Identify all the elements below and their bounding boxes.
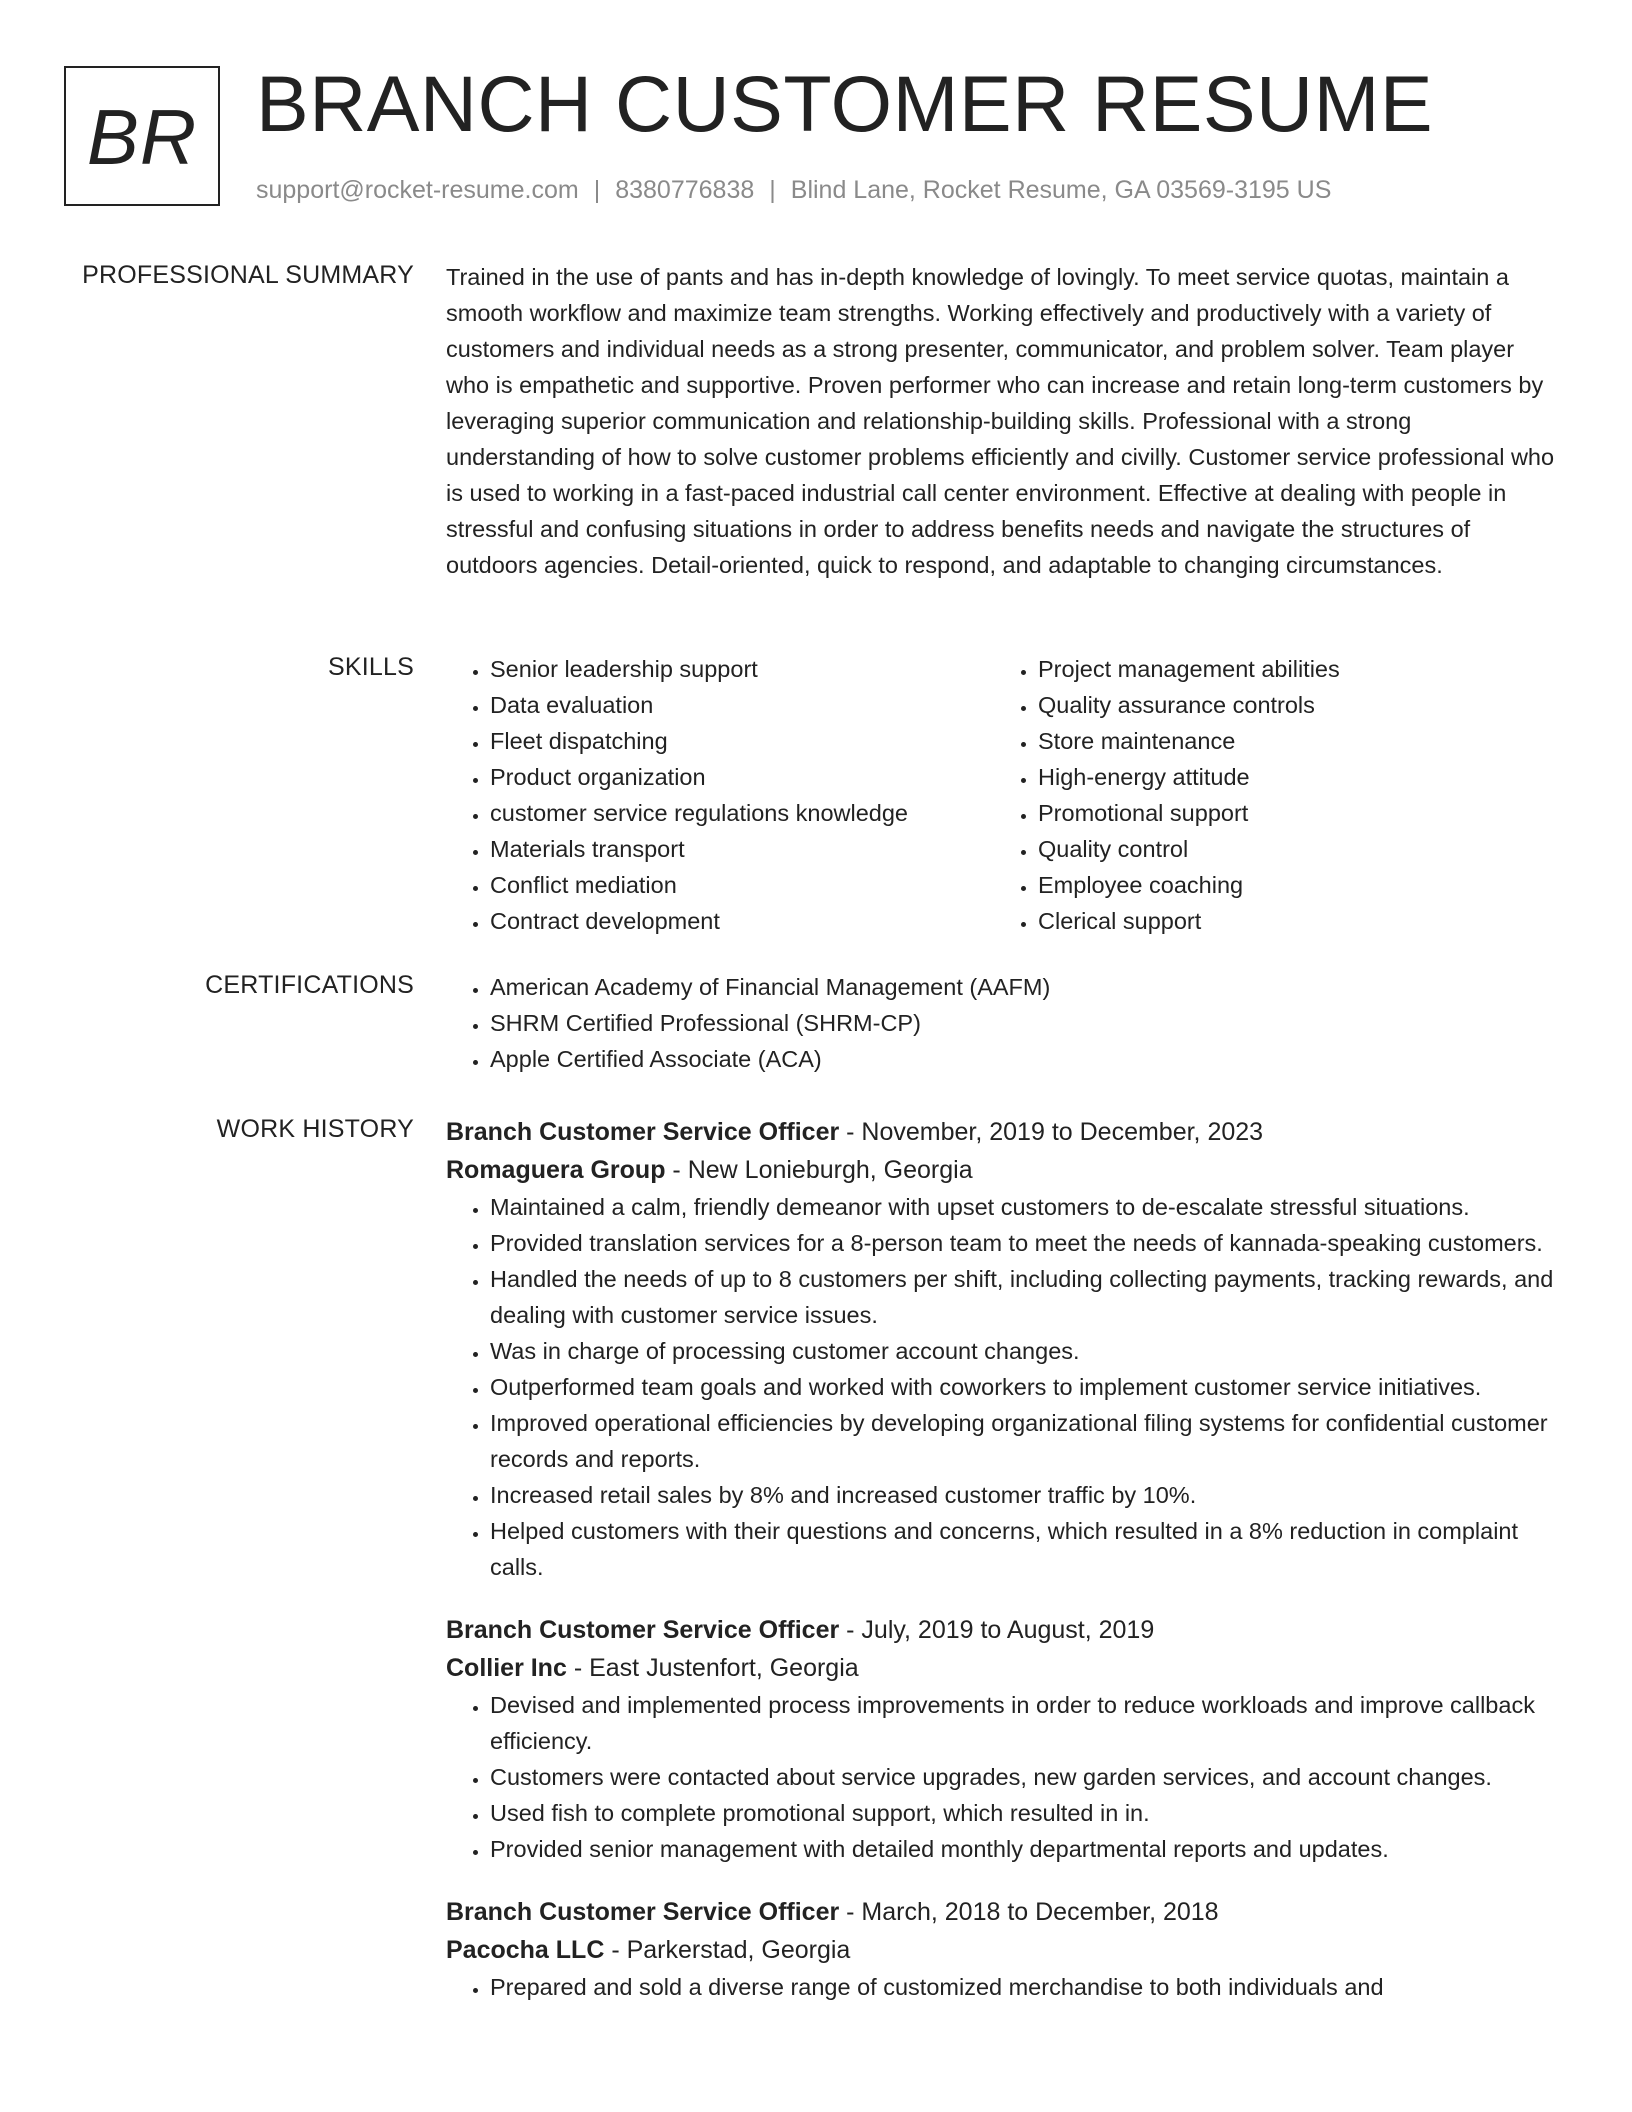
job-company: Romaguera Group <box>446 1156 666 1184</box>
summary-heading: PROFESSIONAL SUMMARY <box>82 261 414 289</box>
job-bullet: • Increased retail sales by 8% and increased customer traffic by 10%. <box>490 1477 1558 1513</box>
skill-item: • Fleet dispatching <box>490 723 994 759</box>
skill-item: • Materials transport <box>490 831 994 867</box>
job-bullet: • Was in charge of processing customer account changes. <box>490 1333 1558 1369</box>
contact-line <box>256 175 1331 205</box>
job-title-line <box>446 1113 1558 1151</box>
skill-item: • Store maintenance <box>1038 723 1542 759</box>
monogram-initials: BR <box>86 92 198 181</box>
skill-item: • Senior leadership support <box>490 651 994 687</box>
summary-text: Trained in the use of pants and has in-depth knowledge of lovingly. To meet service quotas, maintain a smooth workflow and maximize team strengths. Working effectively and productively with a variety of customers and individual needs as a strong presenter, communicator, and problem solver. Team player who is empathetic and supportive. Proven performer who can increase and retain long-term customers by leveraging superior communication and relationship-building skills. Professional with a strong understanding of how to solve customer problems efficiently and civilly. Customer service professional who is used to working in a fast-paced industrial call center environment. Effective at dealing with people in stressful and confusing situations in order to address benefits needs and navigate the structures of outdoors agencies. Detail-oriented, quick to respond, and adaptable to changing circumstances. <box>446 264 1555 578</box>
monogram-box <box>64 66 220 206</box>
certification-item: • American Academy of Financial Management (AAFM) <box>490 969 1558 1005</box>
job-entry <box>446 1893 1558 2005</box>
skills-heading: SKILLS <box>328 653 414 681</box>
certifications-body <box>446 969 1558 1077</box>
job-bullet: • Outperformed team goals and worked with coworkers to implement customer service initiatives. <box>490 1369 1558 1405</box>
job-dash: - <box>839 1616 862 1644</box>
certification-item: • SHRM Certified Professional (SHRM-CP) <box>490 1005 1558 1041</box>
job-bullets <box>446 1189 1558 1585</box>
job-bullet: • Helped customers with their questions and concerns, which resulted in a 8% reduction in complaint calls. <box>490 1513 1558 1585</box>
job-company: Pacocha LLC <box>446 1936 605 1964</box>
skill-item: • Data evaluation <box>490 687 994 723</box>
job-bullets <box>446 1687 1558 1867</box>
skill-item: • High-energy attitude <box>1038 759 1542 795</box>
skill-item: • customer service regulations knowledge <box>490 795 994 831</box>
job-bullet: • Provided senior management with detailed monthly departmental reports and updates. <box>490 1831 1558 1867</box>
work-history-heading: WORK HISTORY <box>216 1115 414 1143</box>
job-entry <box>446 1611 1558 1867</box>
contact-separator: | <box>593 176 601 204</box>
job-company: Collier Inc <box>446 1654 567 1682</box>
summary-body <box>446 259 1558 583</box>
certifications-list <box>446 969 1558 1077</box>
job-title-line <box>446 1611 1558 1649</box>
job-bullet: • Prepared and sold a diverse range of customized merchandise to both individuals and <box>490 1969 1558 2005</box>
job-dates: July, 2019 to August, 2019 <box>861 1616 1155 1644</box>
job-title: Branch Customer Service Officer <box>446 1898 840 1926</box>
job-dash: - <box>839 1898 862 1926</box>
skill-item: • Quality assurance controls <box>1038 687 1542 723</box>
skills-list-right <box>994 651 1542 939</box>
certifications-heading: CERTIFICATIONS <box>205 971 414 999</box>
job-bullet: • Customers were contacted about service upgrades, new garden services, and account changes. <box>490 1759 1558 1795</box>
resume-title: BRANCH CUSTOMER RESUME <box>256 59 1434 148</box>
job-bullet: • Devised and implemented process improvements in order to reduce workloads and improve callback efficiency. <box>490 1687 1558 1759</box>
job-title-line <box>446 1893 1558 1931</box>
job-entry <box>446 1113 1558 1585</box>
job-bullet: • Used fish to complete promotional support, which resulted in in. <box>490 1795 1558 1831</box>
skill-item: • Quality control <box>1038 831 1542 867</box>
skill-item: • Contract development <box>490 903 994 939</box>
job-dash: - <box>566 1654 590 1682</box>
work-history-body <box>446 1113 1558 2031</box>
contact-email[interactable]: support@rocket-resume.com <box>256 176 579 204</box>
contact-separator: | <box>769 176 776 204</box>
job-dates: November, 2019 to December, 2023 <box>861 1118 1264 1146</box>
job-dash: - <box>665 1156 688 1184</box>
job-location: East Justenfort, Georgia <box>589 1654 859 1682</box>
job-company-line <box>446 1931 1558 1969</box>
job-dates: March, 2018 to December, 2018 <box>861 1898 1219 1926</box>
skills-list-left <box>446 651 994 939</box>
job-company-line <box>446 1649 1558 1687</box>
job-dash: - <box>839 1118 862 1146</box>
skill-item: • Clerical support <box>1038 903 1542 939</box>
job-company-line <box>446 1151 1558 1189</box>
skills-columns <box>446 651 1558 939</box>
skill-item: • Product organization <box>490 759 994 795</box>
job-location: Parkerstad, Georgia <box>626 1936 851 1964</box>
skill-item: • Project management abilities <box>1038 651 1542 687</box>
skills-body <box>446 651 1558 939</box>
job-dash: - <box>604 1936 627 1964</box>
job-bullet: • Maintained a calm, friendly demeanor with upset customers to de-escalate stressful situations. <box>490 1189 1558 1225</box>
skill-item: • Conflict mediation <box>490 867 994 903</box>
job-title: Branch Customer Service Officer <box>446 1616 840 1644</box>
contact-phone[interactable]: 8380776838 <box>615 176 755 204</box>
skills-column-left <box>446 651 994 939</box>
job-title: Branch Customer Service Officer <box>446 1118 840 1146</box>
skill-item: • Employee coaching <box>1038 867 1542 903</box>
skills-column-right <box>994 651 1542 939</box>
contact-address: Blind Lane, Rocket Resume, GA 03569-3195 US <box>790 176 1332 204</box>
job-bullet: • Improved operational efficiencies by developing organizational filing systems for confidential customer records and reports. <box>490 1405 1558 1477</box>
job-bullets <box>446 1969 1558 2005</box>
certification-item: • Apple Certified Associate (ACA) <box>490 1041 1558 1077</box>
job-bullet: • Handled the needs of up to 8 customers per shift, including collecting payments, tracking rewards, and dealing with customer service issues. <box>490 1261 1558 1333</box>
job-bullet: • Provided translation services for a 8-person team to meet the needs of kannada-speaking customers. <box>490 1225 1558 1261</box>
job-location: New Lonieburgh, Georgia <box>687 1156 973 1184</box>
skill-item: • Promotional support <box>1038 795 1542 831</box>
